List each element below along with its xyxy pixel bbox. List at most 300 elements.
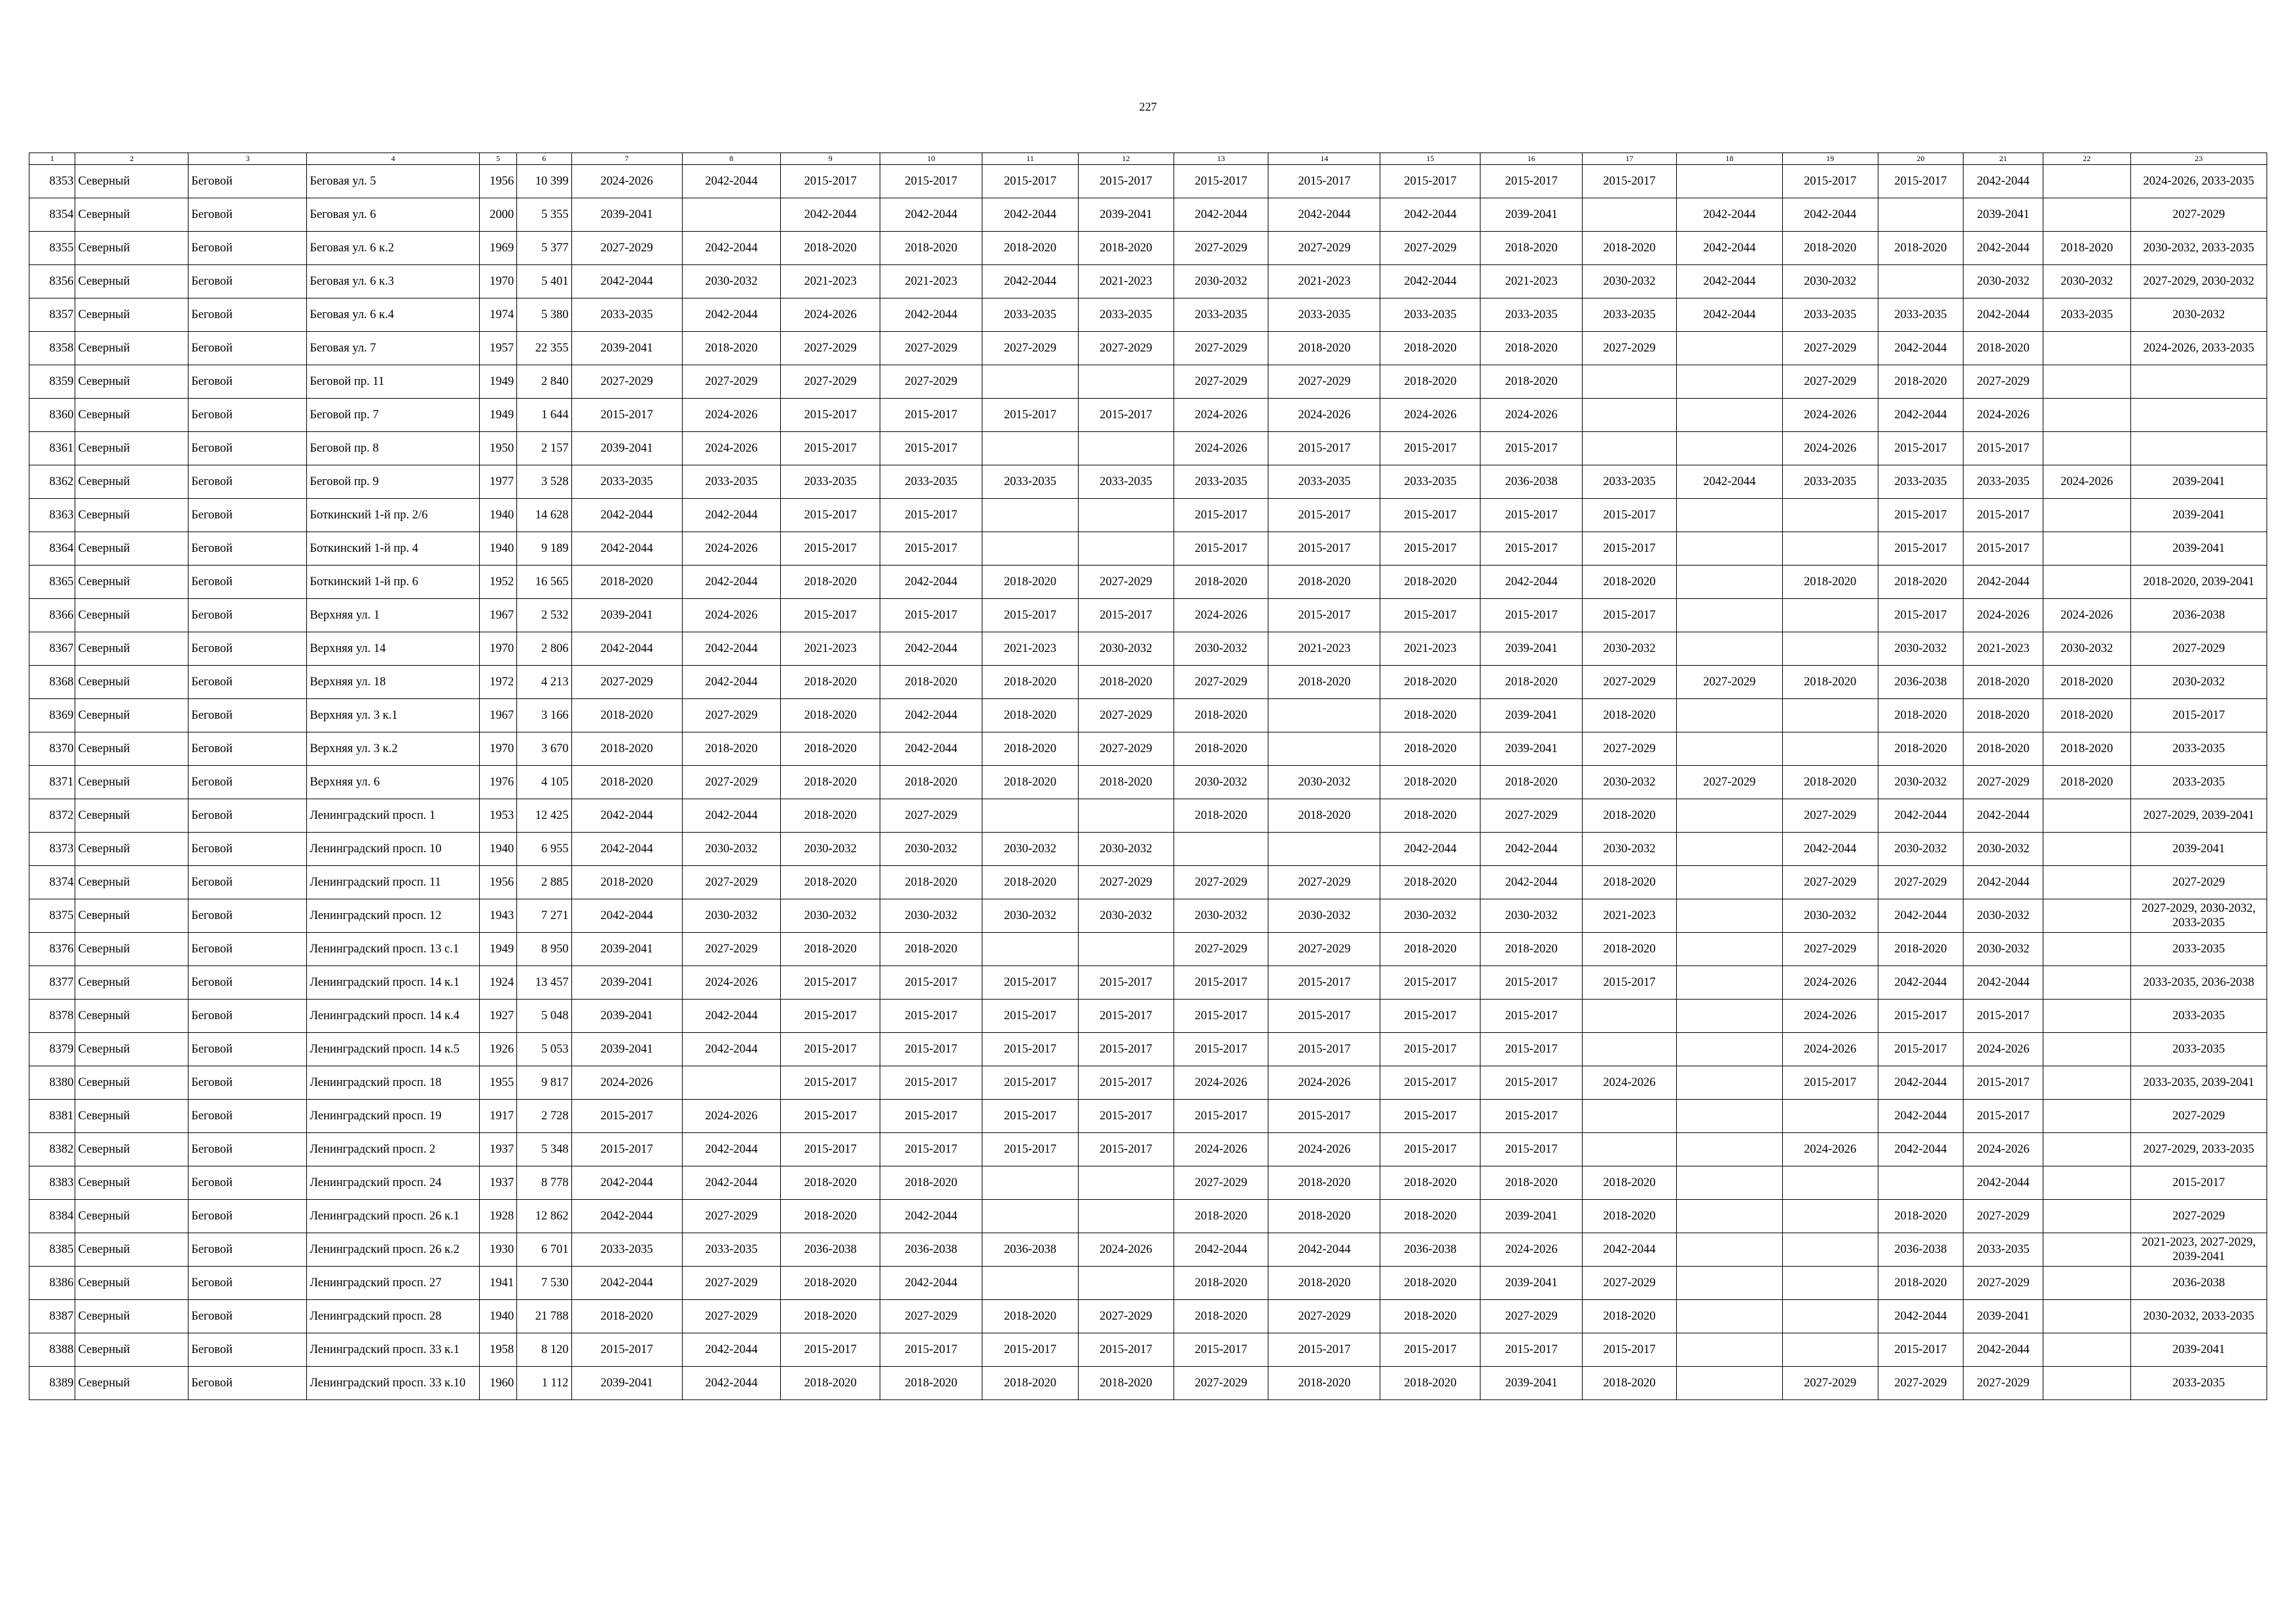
table-cell-col-19: 2024-2026	[1782, 432, 1878, 465]
table-cell-col-15: 2024-2026	[1380, 399, 1480, 432]
table-cell-col-22	[2043, 1166, 2130, 1200]
table-cell-col-4: Беговой пр. 8	[307, 432, 479, 465]
column-number-17: 17	[1583, 153, 1677, 165]
table-cell-col-20: 2015-2017	[1878, 1333, 1964, 1367]
table-cell-col-19	[1782, 1267, 1878, 1300]
table-cell-col-22	[2043, 198, 2130, 232]
table-cell-col-12: 2027-2029	[1078, 1300, 1174, 1333]
table-cell-col-1: 8376	[29, 933, 75, 966]
table-cell-col-11	[982, 365, 1079, 399]
table-cell-col-20	[1878, 265, 1964, 298]
table-cell-col-18: 2042-2044	[1676, 298, 1782, 332]
table-cell-col-11	[982, 1267, 1079, 1300]
table-cell-col-17	[1583, 1133, 1677, 1166]
table-cell-col-8: 2024-2026	[682, 532, 781, 566]
table-cell-col-10: 2015-2017	[880, 1133, 982, 1166]
table-cell-col-4: Ленинградский просп. 11	[307, 866, 479, 899]
table-cell-col-13: 2018-2020	[1174, 566, 1268, 599]
table-cell-col-17: 2018-2020	[1583, 933, 1677, 966]
table-cell-col-10: 2015-2017	[880, 165, 982, 198]
table-cell-col-20: 2042-2044	[1878, 332, 1964, 365]
table-cell-col-22	[2043, 799, 2130, 833]
table-cell-col-3: Беговой	[188, 933, 307, 966]
table-cell-col-3: Беговой	[188, 732, 307, 766]
table-cell-col-7: 2042-2044	[571, 799, 682, 833]
table-cell-col-14: 2027-2029	[1268, 365, 1380, 399]
table-cell-col-3: Беговой	[188, 1033, 307, 1066]
table-cell-col-13: 2042-2044	[1174, 1233, 1268, 1267]
table-cell-col-20: 2015-2017	[1878, 165, 1964, 198]
table-cell-col-5: 1967	[479, 599, 516, 632]
table-cell-col-13: 2024-2026	[1174, 432, 1268, 465]
table-row	[29, 232, 2267, 265]
table-cell-col-6: 14 628	[517, 499, 571, 532]
table-cell-col-18	[1676, 1000, 1782, 1033]
table-cell-col-23: 2030-2032	[2130, 298, 2267, 332]
table-cell-col-5: 1976	[479, 766, 516, 799]
table-cell-col-18: 2042-2044	[1676, 465, 1782, 499]
table-cell-col-6: 2 885	[517, 866, 571, 899]
table-cell-col-11: 2033-2035	[982, 298, 1079, 332]
table-cell-col-18	[1676, 799, 1782, 833]
table-cell-col-20: 2030-2032	[1878, 833, 1964, 866]
table-cell-col-16: 2015-2017	[1480, 599, 1583, 632]
table-cell-col-6: 3 670	[517, 732, 571, 766]
table-cell-col-16: 2018-2020	[1480, 666, 1583, 699]
table-cell-col-2: Северный	[75, 1300, 188, 1333]
table-cell-col-21: 2018-2020	[1964, 666, 2043, 699]
table-cell-col-23: 2039-2041	[2130, 1333, 2267, 1367]
table-cell-col-1: 8368	[29, 666, 75, 699]
table-cell-col-12	[1078, 432, 1174, 465]
table-cell-col-3: Беговой	[188, 1200, 307, 1233]
table-cell-col-2: Северный	[75, 1033, 188, 1066]
table-cell-col-3: Беговой	[188, 899, 307, 933]
table-cell-col-21: 2042-2044	[1964, 1166, 2043, 1200]
table-cell-col-8: 2042-2044	[682, 1367, 781, 1400]
table-cell-col-19: 2027-2029	[1782, 866, 1878, 899]
table-cell-col-12: 2015-2017	[1078, 1133, 1174, 1166]
table-cell-col-9: 2018-2020	[781, 1166, 880, 1200]
table-cell-col-6: 13 457	[517, 966, 571, 1000]
table-cell-col-5: 1967	[479, 699, 516, 732]
table-cell-col-22	[2043, 399, 2130, 432]
table-cell-col-4: Ленинградский просп. 33 к.10	[307, 1367, 479, 1400]
table-cell-col-23: 2039-2041	[2130, 532, 2267, 566]
table-cell-col-11: 2018-2020	[982, 1367, 1079, 1400]
table-cell-col-8: 2024-2026	[682, 1100, 781, 1133]
table-cell-col-5: 1970	[479, 265, 516, 298]
table-cell-col-15: 2018-2020	[1380, 732, 1480, 766]
table-cell-col-3: Беговой	[188, 265, 307, 298]
table-cell-col-20: 2015-2017	[1878, 599, 1964, 632]
table-cell-col-5: 1957	[479, 332, 516, 365]
table-cell-col-19: 2042-2044	[1782, 833, 1878, 866]
table-cell-col-21: 2015-2017	[1964, 1000, 2043, 1033]
table-cell-col-19: 2030-2032	[1782, 899, 1878, 933]
table-cell-col-7: 2042-2044	[571, 1200, 682, 1233]
table-cell-col-10: 2015-2017	[880, 1066, 982, 1100]
table-cell-col-13: 2015-2017	[1174, 1100, 1268, 1133]
table-cell-col-21: 2015-2017	[1964, 532, 2043, 566]
column-number-10: 10	[880, 153, 982, 165]
table-cell-col-7: 2015-2017	[571, 1133, 682, 1166]
table-cell-col-16: 2042-2044	[1480, 866, 1583, 899]
column-number-23: 23	[2130, 153, 2267, 165]
table-cell-col-8: 2042-2044	[682, 1000, 781, 1033]
table-cell-col-11: 2030-2032	[982, 833, 1079, 866]
table-cell-col-18	[1676, 1233, 1782, 1267]
table-cell-col-13: 2042-2044	[1174, 198, 1268, 232]
table-cell-col-23: 2027-2029	[2130, 632, 2267, 666]
table-cell-col-15: 2015-2017	[1380, 532, 1480, 566]
table-cell-col-18	[1676, 1200, 1782, 1233]
table-cell-col-19	[1782, 499, 1878, 532]
table-cell-col-7: 2018-2020	[571, 566, 682, 599]
table-cell-col-10: 2018-2020	[880, 1166, 982, 1200]
table-row	[29, 899, 2267, 933]
table-cell-col-9: 2015-2017	[781, 399, 880, 432]
table-cell-col-10: 2027-2029	[880, 365, 982, 399]
table-cell-col-17: 2027-2029	[1583, 1267, 1677, 1300]
table-cell-col-23: 2027-2029, 2030-2032	[2130, 265, 2267, 298]
table-cell-col-9: 2015-2017	[781, 1133, 880, 1166]
table-cell-col-16: 2024-2026	[1480, 399, 1583, 432]
table-cell-col-8: 2042-2044	[682, 1333, 781, 1367]
table-cell-col-7: 2027-2029	[571, 666, 682, 699]
table-cell-col-6: 8 120	[517, 1333, 571, 1367]
table-cell-col-19: 2042-2044	[1782, 198, 1878, 232]
table-cell-col-14: 2015-2017	[1268, 1033, 1380, 1066]
table-cell-col-19: 2024-2026	[1782, 1033, 1878, 1066]
table-cell-col-14: 2021-2023	[1268, 632, 1380, 666]
table-cell-col-11: 2015-2017	[982, 165, 1079, 198]
table-cell-col-13: 2015-2017	[1174, 966, 1268, 1000]
table-cell-col-8: 2042-2044	[682, 165, 781, 198]
table-cell-col-14: 2015-2017	[1268, 599, 1380, 632]
table-cell-col-22: 2024-2026	[2043, 599, 2130, 632]
table-cell-col-10: 2018-2020	[880, 666, 982, 699]
table-row	[29, 432, 2267, 465]
table-cell-col-16: 2018-2020	[1480, 766, 1583, 799]
table-cell-col-2: Северный	[75, 933, 188, 966]
table-cell-col-3: Беговой	[188, 499, 307, 532]
table-cell-col-1: 8383	[29, 1166, 75, 1200]
table-cell-col-3: Беговой	[188, 1166, 307, 1200]
table-cell-col-7: 2042-2044	[571, 1166, 682, 1200]
table-cell-col-14: 2015-2017	[1268, 1000, 1380, 1033]
table-cell-col-12: 2024-2026	[1078, 1233, 1174, 1267]
table-cell-col-8: 2042-2044	[682, 799, 781, 833]
table-cell-col-3: Беговой	[188, 365, 307, 399]
table-cell-col-2: Северный	[75, 966, 188, 1000]
table-cell-col-1: 8367	[29, 632, 75, 666]
table-cell-col-10: 2027-2029	[880, 799, 982, 833]
table-cell-col-14: 2018-2020	[1268, 1166, 1380, 1200]
table-cell-col-22	[2043, 499, 2130, 532]
table-cell-col-17: 2027-2029	[1583, 332, 1677, 365]
table-cell-col-2: Северный	[75, 1066, 188, 1100]
table-cell-col-13	[1174, 833, 1268, 866]
table-cell-col-15: 2015-2017	[1380, 966, 1480, 1000]
table-cell-col-15: 2042-2044	[1380, 198, 1480, 232]
table-cell-col-8: 2027-2029	[682, 699, 781, 732]
table-cell-col-1: 8371	[29, 766, 75, 799]
table-cell-col-13: 2018-2020	[1174, 1267, 1268, 1300]
table-cell-col-16: 2042-2044	[1480, 566, 1583, 599]
table-cell-col-2: Северный	[75, 399, 188, 432]
table-cell-col-2: Северный	[75, 1133, 188, 1166]
table-cell-col-3: Беговой	[188, 666, 307, 699]
table-cell-col-11: 2018-2020	[982, 732, 1079, 766]
table-cell-col-11: 2018-2020	[982, 866, 1079, 899]
table-cell-col-5: 1953	[479, 799, 516, 833]
table-cell-col-2: Северный	[75, 1233, 188, 1267]
table-cell-col-20: 2018-2020	[1878, 1200, 1964, 1233]
table-cell-col-19: 2027-2029	[1782, 933, 1878, 966]
table-cell-col-16: 2015-2017	[1480, 1000, 1583, 1033]
table-cell-col-10: 2018-2020	[880, 232, 982, 265]
column-number-6: 6	[517, 153, 571, 165]
column-number-18: 18	[1676, 153, 1782, 165]
table-cell-col-11: 2027-2029	[982, 332, 1079, 365]
table-cell-col-19: 2018-2020	[1782, 566, 1878, 599]
table-cell-col-12: 2015-2017	[1078, 1066, 1174, 1100]
table-cell-col-10: 2036-2038	[880, 1233, 982, 1267]
table-row	[29, 532, 2267, 566]
table-cell-col-20: 2018-2020	[1878, 232, 1964, 265]
table-cell-col-7: 2039-2041	[571, 933, 682, 966]
table-cell-col-21: 2042-2044	[1964, 1333, 2043, 1367]
table-cell-col-10: 2015-2017	[880, 966, 982, 1000]
table-cell-col-13: 2030-2032	[1174, 766, 1268, 799]
table-cell-col-17: 2015-2017	[1583, 1333, 1677, 1367]
table-cell-col-18	[1676, 399, 1782, 432]
table-cell-col-2: Северный	[75, 499, 188, 532]
table-cell-col-10: 2027-2029	[880, 332, 982, 365]
table-cell-col-12: 2015-2017	[1078, 1033, 1174, 1066]
table-cell-col-17: 2018-2020	[1583, 1200, 1677, 1233]
table-cell-col-14: 2018-2020	[1268, 1367, 1380, 1400]
table-row	[29, 866, 2267, 899]
table-cell-col-7: 2018-2020	[571, 1300, 682, 1333]
table-cell-col-20: 2033-2035	[1878, 465, 1964, 499]
table-cell-col-2: Северный	[75, 632, 188, 666]
table-row	[29, 1100, 2267, 1133]
table-cell-col-17: 2030-2032	[1583, 632, 1677, 666]
table-cell-col-22	[2043, 165, 2130, 198]
table-cell-col-14: 2027-2029	[1268, 1300, 1380, 1333]
table-cell-col-17: 2018-2020	[1583, 1300, 1677, 1333]
table-cell-col-11: 2015-2017	[982, 1100, 1079, 1133]
table-cell-col-21: 2027-2029	[1964, 365, 2043, 399]
table-cell-col-10: 2042-2044	[880, 732, 982, 766]
table-cell-col-8: 2042-2044	[682, 232, 781, 265]
table-cell-col-5: 1926	[479, 1033, 516, 1066]
table-cell-col-17: 2015-2017	[1583, 499, 1677, 532]
table-cell-col-8: 2042-2044	[682, 1133, 781, 1166]
table-cell-col-19: 2024-2026	[1782, 966, 1878, 1000]
table-cell-col-22	[2043, 899, 2130, 933]
table-cell-col-3: Беговой	[188, 1267, 307, 1300]
table-cell-col-17: 2018-2020	[1583, 232, 1677, 265]
table-cell-col-15: 2015-2017	[1380, 1133, 1480, 1166]
table-cell-col-12: 2015-2017	[1078, 165, 1174, 198]
table-cell-col-10: 2018-2020	[880, 1367, 982, 1400]
table-cell-col-12	[1078, 1166, 1174, 1200]
table-cell-col-5: 1940	[479, 833, 516, 866]
table-cell-col-23: 2018-2020, 2039-2041	[2130, 566, 2267, 599]
table-cell-col-10: 2042-2044	[880, 566, 982, 599]
table-cell-col-3: Беговой	[188, 966, 307, 1000]
table-cell-col-20: 2042-2044	[1878, 899, 1964, 933]
table-cell-col-18	[1676, 1300, 1782, 1333]
table-cell-col-16: 2039-2041	[1480, 699, 1583, 732]
table-cell-col-13: 2027-2029	[1174, 666, 1268, 699]
table-cell-col-18	[1676, 1133, 1782, 1166]
table-cell-col-2: Северный	[75, 732, 188, 766]
table-cell-col-3: Беговой	[188, 833, 307, 866]
table-cell-col-12: 2027-2029	[1078, 866, 1174, 899]
table-cell-col-23: 2033-2035	[2130, 1367, 2267, 1400]
table-row	[29, 1000, 2267, 1033]
table-cell-col-8: 2024-2026	[682, 432, 781, 465]
table-cell-col-1: 8380	[29, 1066, 75, 1100]
table-cell-col-6: 5 053	[517, 1033, 571, 1066]
table-cell-col-4: Ленинградский просп. 26 к.2	[307, 1233, 479, 1267]
table-cell-col-19: 2033-2035	[1782, 298, 1878, 332]
table-cell-col-18	[1676, 699, 1782, 732]
column-number-row	[29, 153, 2267, 165]
table-cell-col-13: 2015-2017	[1174, 532, 1268, 566]
table-cell-col-15: 2015-2017	[1380, 1066, 1480, 1100]
table-cell-col-16: 2027-2029	[1480, 1300, 1583, 1333]
table-cell-col-23: 2027-2029, 2033-2035	[2130, 1133, 2267, 1166]
table-cell-col-23: 2030-2032, 2033-2035	[2130, 232, 2267, 265]
table-cell-col-12	[1078, 365, 1174, 399]
table-cell-col-9: 2015-2017	[781, 966, 880, 1000]
table-cell-col-15: 2018-2020	[1380, 933, 1480, 966]
column-number-12: 12	[1078, 153, 1174, 165]
table-cell-col-15: 2018-2020	[1380, 1200, 1480, 1233]
table-cell-col-10: 2042-2044	[880, 632, 982, 666]
table-cell-col-4: Ленинградский просп. 1	[307, 799, 479, 833]
table-cell-col-8: 2042-2044	[682, 1166, 781, 1200]
table-cell-col-23: 2027-2029, 2039-2041	[2130, 799, 2267, 833]
table-cell-col-15: 2015-2017	[1380, 1333, 1480, 1367]
table-cell-col-18	[1676, 732, 1782, 766]
table-cell-col-10: 2018-2020	[880, 866, 982, 899]
table-cell-col-1: 8365	[29, 566, 75, 599]
table-cell-col-1: 8388	[29, 1333, 75, 1367]
table-cell-col-3: Беговой	[188, 1133, 307, 1166]
table-row	[29, 1066, 2267, 1100]
table-cell-col-4: Верхняя ул. 1	[307, 599, 479, 632]
table-cell-col-2: Северный	[75, 833, 188, 866]
table-cell-col-12	[1078, 532, 1174, 566]
table-cell-col-8: 2042-2044	[682, 566, 781, 599]
table-cell-col-8: 2027-2029	[682, 866, 781, 899]
table-cell-col-15: 2018-2020	[1380, 766, 1480, 799]
table-cell-col-9: 2015-2017	[781, 165, 880, 198]
table-cell-col-16: 2039-2041	[1480, 632, 1583, 666]
table-cell-col-7: 2024-2026	[571, 1066, 682, 1100]
table-cell-col-1: 8385	[29, 1233, 75, 1267]
table-cell-col-14: 2021-2023	[1268, 265, 1380, 298]
table-cell-col-16: 2039-2041	[1480, 198, 1583, 232]
table-cell-col-11: 2033-2035	[982, 465, 1079, 499]
table-cell-col-22: 2018-2020	[2043, 699, 2130, 732]
table-row	[29, 699, 2267, 732]
table-cell-col-22	[2043, 1066, 2130, 1100]
table-cell-col-15: 2018-2020	[1380, 1367, 1480, 1400]
table-cell-col-6: 2 806	[517, 632, 571, 666]
table-cell-col-12: 2015-2017	[1078, 599, 1174, 632]
table-cell-col-12: 2033-2035	[1078, 298, 1174, 332]
table-cell-col-19: 2024-2026	[1782, 1133, 1878, 1166]
table-cell-col-19	[1782, 599, 1878, 632]
table-cell-col-21: 2015-2017	[1964, 499, 2043, 532]
table-cell-col-19: 2018-2020	[1782, 232, 1878, 265]
table-cell-col-18	[1676, 933, 1782, 966]
table-cell-col-1: 8364	[29, 532, 75, 566]
table-cell-col-17: 2018-2020	[1583, 866, 1677, 899]
table-cell-col-9: 2018-2020	[781, 566, 880, 599]
table-cell-col-18	[1676, 1066, 1782, 1100]
table-cell-col-3: Беговой	[188, 232, 307, 265]
table-cell-col-13: 2030-2032	[1174, 265, 1268, 298]
table-cell-col-10: 2015-2017	[880, 1000, 982, 1033]
table-cell-col-8: 2042-2044	[682, 499, 781, 532]
table-cell-col-6: 2 532	[517, 599, 571, 632]
table-cell-col-8: 2024-2026	[682, 966, 781, 1000]
table-cell-col-13: 2015-2017	[1174, 165, 1268, 198]
table-cell-col-13: 2030-2032	[1174, 899, 1268, 933]
table-cell-col-5: 1940	[479, 532, 516, 566]
table-cell-col-16: 2039-2041	[1480, 1267, 1583, 1300]
table-cell-col-20: 2018-2020	[1878, 1267, 1964, 1300]
table-cell-col-2: Северный	[75, 599, 188, 632]
table-cell-col-19: 2027-2029	[1782, 799, 1878, 833]
table-cell-col-22	[2043, 833, 2130, 866]
table-cell-col-5: 1937	[479, 1133, 516, 1166]
table-cell-col-9: 2015-2017	[781, 1033, 880, 1066]
table-cell-col-22	[2043, 532, 2130, 566]
table-cell-col-1: 8377	[29, 966, 75, 1000]
table-cell-col-6: 3 528	[517, 465, 571, 499]
table-cell-col-2: Северный	[75, 1333, 188, 1367]
table-cell-col-18: 2027-2029	[1676, 766, 1782, 799]
table-cell-col-4: Верхняя ул. 14	[307, 632, 479, 666]
table-cell-col-18	[1676, 632, 1782, 666]
table-cell-col-17: 2030-2032	[1583, 265, 1677, 298]
table-cell-col-8: 2042-2044	[682, 1033, 781, 1066]
column-number-15: 15	[1380, 153, 1480, 165]
table-cell-col-20: 2015-2017	[1878, 499, 1964, 532]
table-cell-col-15: 2021-2023	[1380, 632, 1480, 666]
table-cell-col-16: 2015-2017	[1480, 499, 1583, 532]
table-cell-col-13: 2024-2026	[1174, 1066, 1268, 1100]
table-cell-col-13: 2027-2029	[1174, 332, 1268, 365]
table-cell-col-21: 2042-2044	[1964, 165, 2043, 198]
table-cell-col-9: 2018-2020	[781, 732, 880, 766]
table-cell-col-21: 2033-2035	[1964, 465, 2043, 499]
building-repair-schedule-table	[29, 153, 2267, 1400]
table-cell-col-20	[1878, 1166, 1964, 1200]
table-cell-col-6: 7 530	[517, 1267, 571, 1300]
table-cell-col-22	[2043, 332, 2130, 365]
table-cell-col-5: 2000	[479, 198, 516, 232]
